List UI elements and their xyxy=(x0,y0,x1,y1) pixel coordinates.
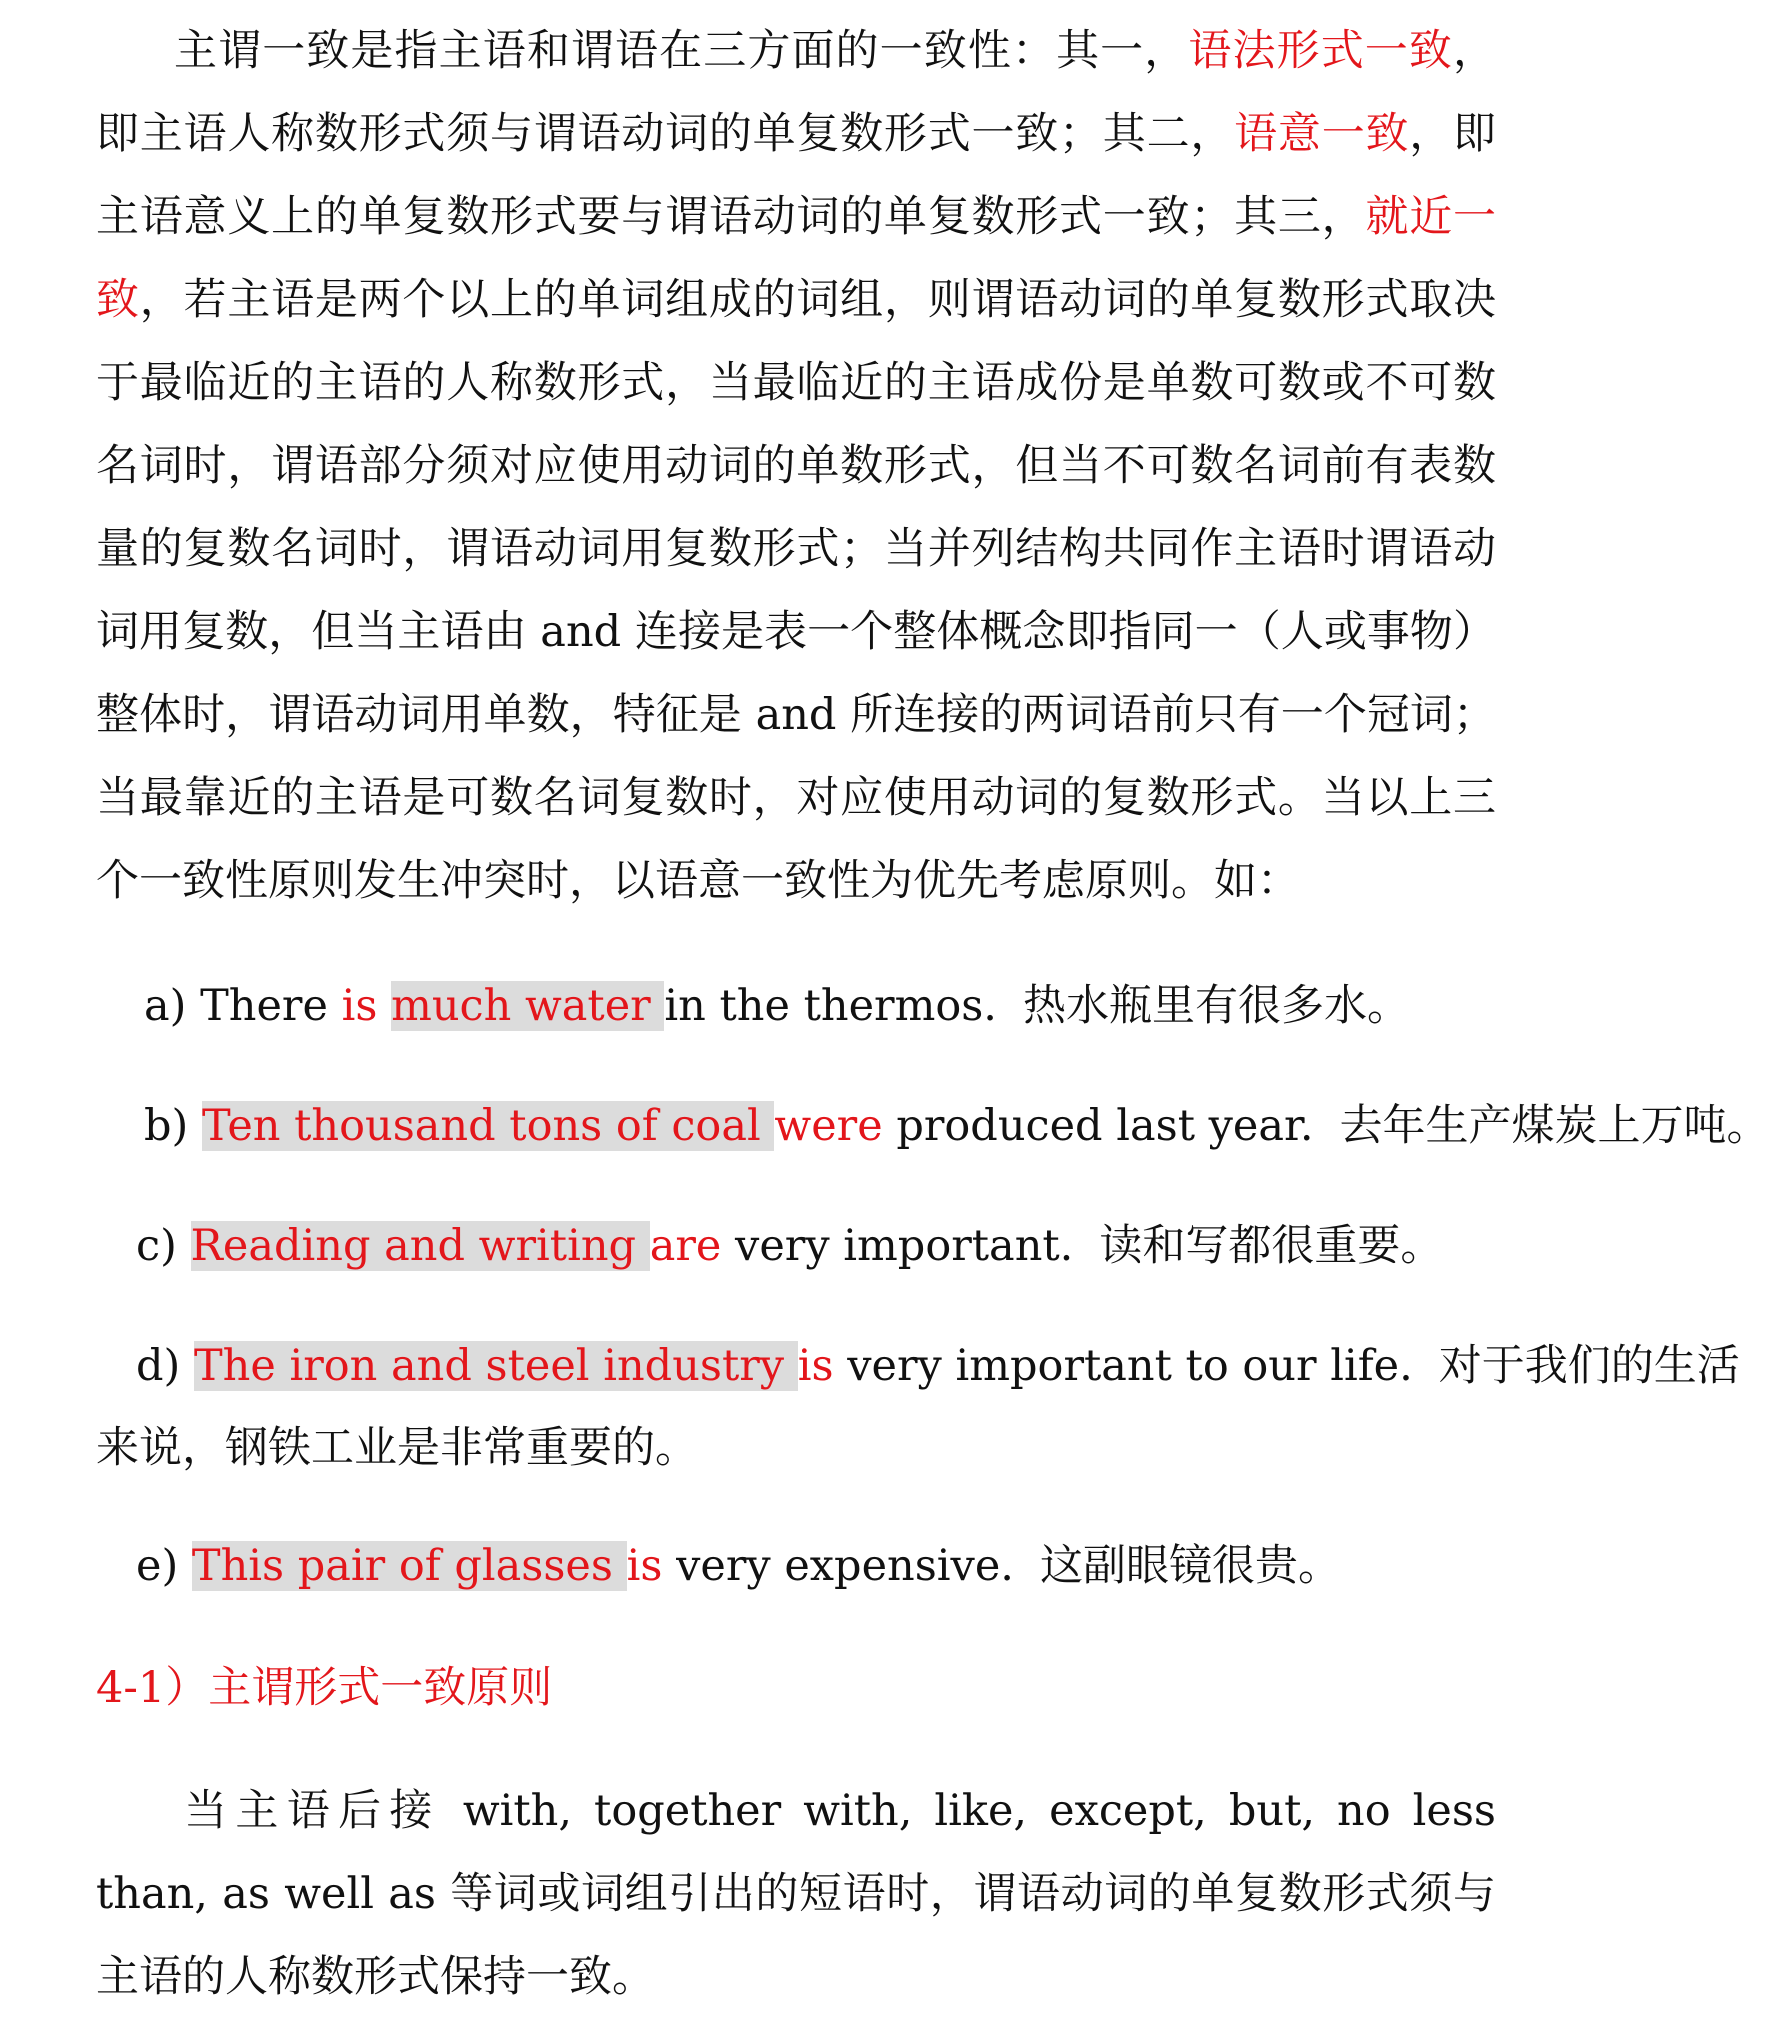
example-d-subject: The iron and steel industry xyxy=(193,1341,798,1391)
rule-paragraph: 当主语后接 with, together with, like, except, but, no less than, as well as 等词或词组引出的短语时，谓语动词的单复数形式须与主语的人称数形式保持一致。 xyxy=(96,1786,1496,2002)
example-b-subject: Ten thousand tons of coal xyxy=(201,1101,775,1151)
example-c xyxy=(136,1216,1556,1276)
intro-text-2: ，即主语人称数形式须与谓语动词的单复数形式一致；其二， xyxy=(96,26,1497,159)
example-e-verb: is xyxy=(626,1541,663,1591)
example-c-subject: Reading and writing xyxy=(190,1221,650,1271)
example-b-rest: produced last year. xyxy=(882,1101,1314,1151)
example-c-rest: very important. xyxy=(721,1221,1074,1271)
example-b-translation: 去年生产煤炭上万吨。 xyxy=(1339,1101,1770,1151)
example-c-verb: are xyxy=(649,1221,722,1271)
example-d xyxy=(136,1336,1740,1396)
example-e-label: e) xyxy=(136,1541,192,1591)
example-a-translation: 热水瓶里有很多水。 xyxy=(1022,981,1410,1031)
example-d-translation: 对于我们的生活 xyxy=(1438,1341,1740,1391)
example-c-translation: 读和写都很重要。 xyxy=(1099,1221,1444,1271)
intro-text-3: ，即主语意义上的单复数形式要与谓语动词的单复数形式一致；其三， xyxy=(96,109,1497,242)
intro-paragraph xyxy=(96,10,1496,923)
example-a-label: a) There xyxy=(144,981,342,1031)
example-d-label: d) xyxy=(136,1341,194,1391)
example-e xyxy=(136,1536,1556,1596)
rule-proximity-concord: 就近一致 xyxy=(96,192,1497,325)
example-a-subject: much water xyxy=(391,981,665,1031)
intro-text-1: 主谓一致是指主语和谓语在三方面的一致性：其一， xyxy=(174,26,1189,76)
example-d-translation-continued: 来说，钢铁工业是非常重要的。 xyxy=(96,1423,698,1473)
example-e-subject: This pair of glasses xyxy=(191,1541,627,1591)
example-b-label: b) xyxy=(144,1101,202,1151)
example-d-verb: is xyxy=(797,1341,834,1391)
example-a-rest: in the thermos. xyxy=(664,981,997,1031)
example-c-label: c) xyxy=(136,1221,191,1271)
example-e-translation: 这副眼镜很贵。 xyxy=(1039,1541,1341,1591)
intro-text-4: ，若主语是两个以上的单词组成的词组，则谓语动词的单复数形式取决于最临近的主语的人称数形式，当最临近的主语成份是单数可数或不可数名词时，谓语部分须对应使用动词的单数形式，但当不可数名词前有表数量的复数名词时，谓语动词用复数形式；当并列结构共同作主语时谓语动词用复数，但当主语由 and 连接是表一个整体概念即指同一（人或事物）整体时，谓语动词用单数，特征是 and 所连接的两词语前只有一个冠词；当最靠近的主语是可数名词复数时，对应使用动词的复数形式。当以上三个一致性原则发生冲突时，以语意一致性为优先考虑原则。如： xyxy=(96,275,1497,906)
example-b-verb: were xyxy=(774,1101,883,1151)
section-heading: 4-1）主谓形式一致原则 xyxy=(96,1663,553,1713)
example-d-rest: very important to our life. xyxy=(833,1341,1413,1391)
example-a-verb: is xyxy=(341,981,392,1031)
rule-notional-concord: 语意一致 xyxy=(1234,109,1410,159)
example-e-rest: very expensive. xyxy=(662,1541,1014,1591)
example-b xyxy=(144,1096,1770,1156)
rule-grammatical-concord: 语法形式一致 xyxy=(1188,26,1454,76)
example-a xyxy=(144,976,1564,1036)
